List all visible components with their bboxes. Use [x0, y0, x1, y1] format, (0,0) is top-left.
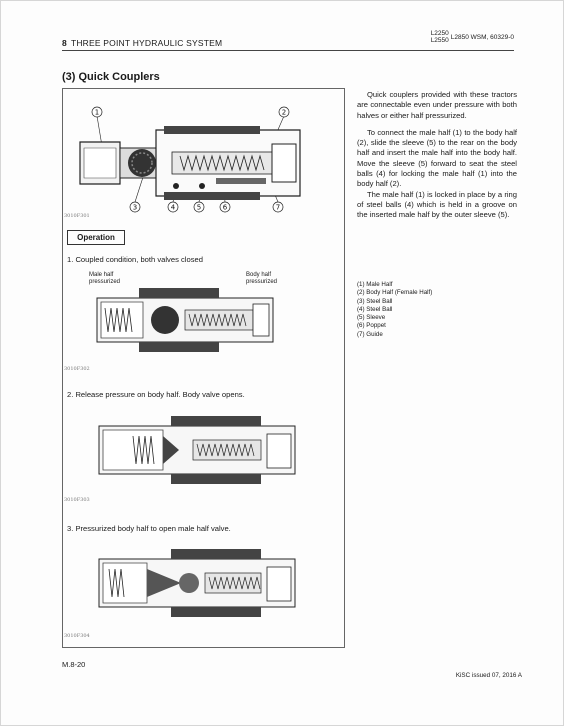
callout-1: 1: [94, 108, 100, 117]
callout-3: 3: [132, 203, 138, 212]
figure-code: 3010F301: [64, 213, 90, 219]
figure-code: 3010F302: [64, 366, 90, 372]
operation-heading: Operation: [67, 230, 125, 245]
page-header: [62, 30, 514, 50]
header-rule: [62, 50, 514, 51]
coupled-condition-figure: [95, 284, 275, 356]
model-name: L2550: [430, 37, 449, 44]
manual-code: L2850 WSM, 60329-0: [450, 34, 514, 41]
legend-item: (6) Poppet: [357, 322, 386, 330]
step-3-caption: 3. Pressurized body half to open male half valve.: [67, 524, 231, 533]
description-paragraph: To connect the male half (1) to the body half (2), slide the sleeve (5) to the rear on the body half and insert the male half into the body half. Move the sleeve (5) forward to seat the steel balls (4) for locking the male half (1) into the body half (2).: [357, 127, 517, 189]
callout-4: 4: [170, 203, 176, 212]
chapter-number: 8: [62, 38, 67, 48]
model-name: L2250: [430, 30, 449, 37]
chapter-title: THREE POINT HYDRAULIC SYSTEM: [70, 38, 223, 48]
legend-item: (4) Steel Ball: [357, 305, 393, 313]
legend-item: (3) Steel Ball: [357, 297, 393, 305]
callout-7: 7: [275, 203, 281, 212]
manual-reference: [431, 30, 514, 44]
figure-code: 3010F303: [64, 497, 90, 503]
issue-note: KiSC issued 07, 2016 A: [455, 672, 522, 679]
parts-legend: [357, 281, 432, 339]
description-paragraph: The male half (1) is locked in place by a ring of steel balls (4) which is held in a groove on the inserted male half by the outer sleeve (5).: [357, 189, 517, 220]
legend-item: (5) Sleeve: [357, 314, 386, 322]
male-half-label: Male half pressurized: [89, 272, 121, 285]
description-paragraph: Quick couplers provided with these tractors are connectable even under pressure with both halves or either half pressurized.: [357, 90, 517, 120]
legend-item: (2) Body Half (Female Half): [357, 289, 433, 297]
callout-5: 5: [196, 203, 202, 212]
body-half-label: Body half pressurized: [246, 272, 278, 285]
male-valve-open-figure: [97, 545, 297, 625]
figure-code: 3010F304: [64, 633, 90, 639]
step-2-caption: 2. Release pressure on body half. Body valve opens.: [67, 390, 245, 399]
callout-6: 6: [222, 203, 228, 212]
description-column: [357, 90, 517, 221]
model-list: [431, 30, 449, 44]
coupler-cutaway-figure: [72, 104, 322, 216]
page-number: M.8-20: [62, 660, 86, 669]
legend-item: (1) Male Half: [357, 281, 393, 288]
body-valve-open-figure: [97, 412, 297, 492]
section-title: (3) Quick Couplers: [62, 71, 160, 83]
chapter-heading: [62, 38, 222, 48]
callout-2: 2: [281, 108, 287, 117]
step-1-caption: 1. Coupled condition, both valves closed: [67, 255, 203, 264]
legend-item: (7) Guide: [357, 330, 383, 338]
